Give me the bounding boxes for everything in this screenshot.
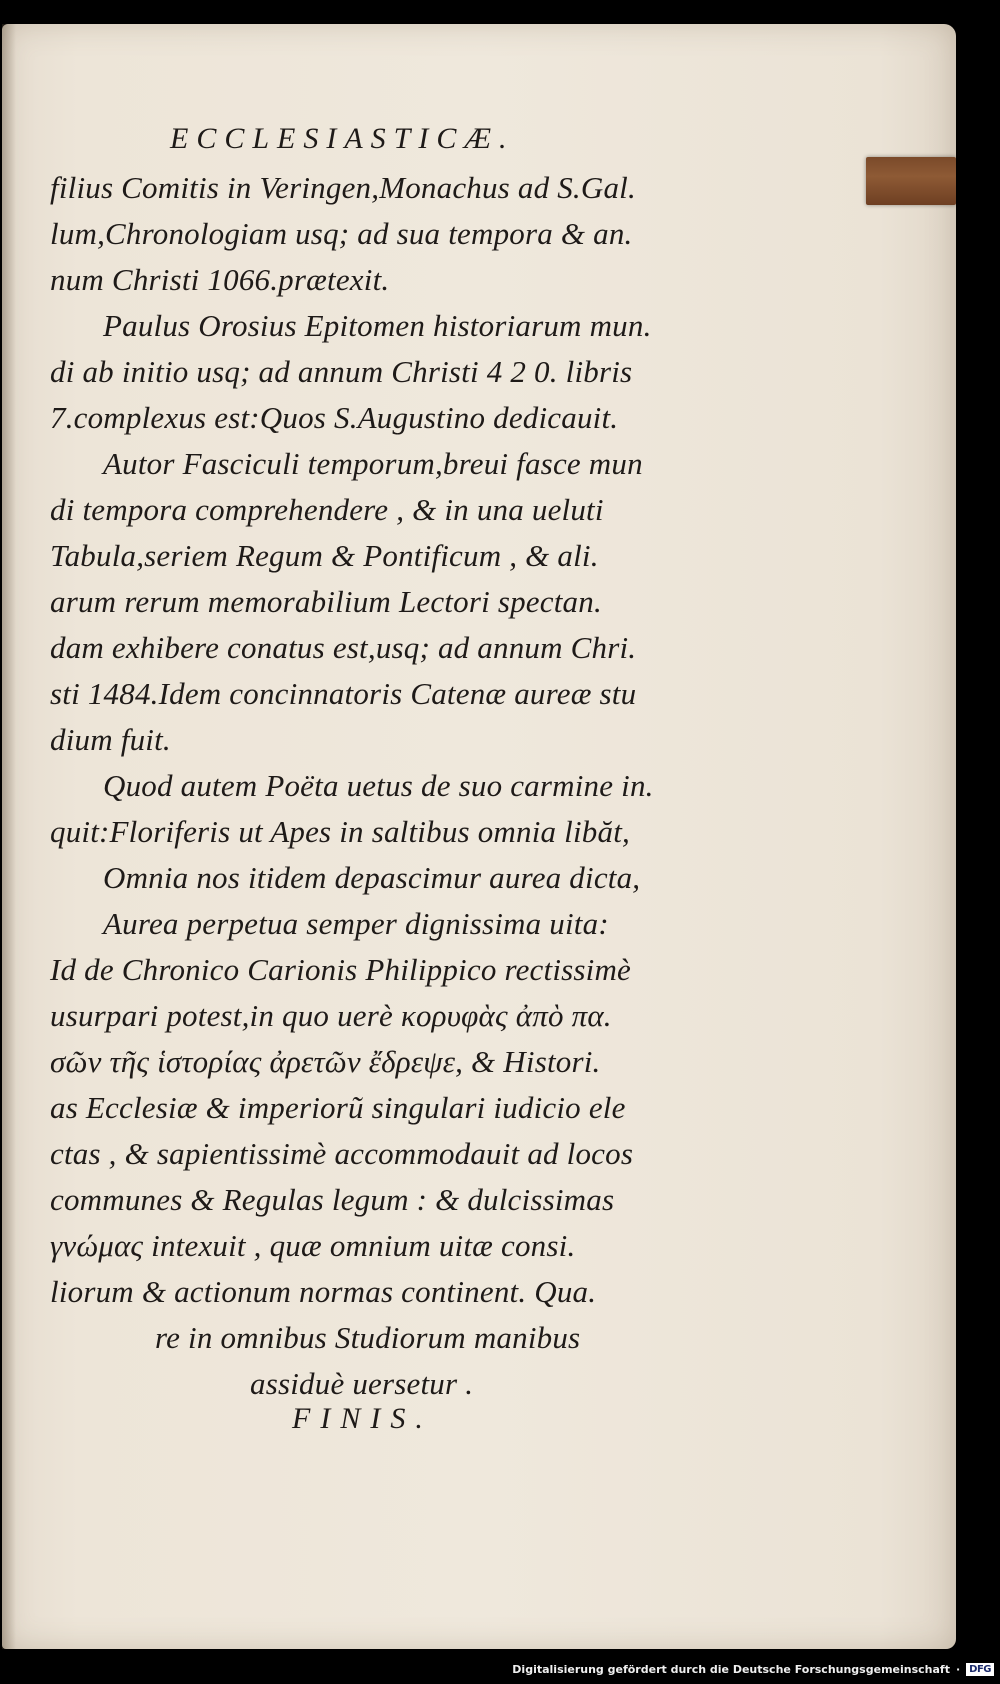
text-line: filius Comitis in Veringen,Monachus ad S.Gal. bbox=[50, 170, 636, 205]
text-line: Tabula,seriem Regum & Pontificum , & ali. bbox=[50, 538, 599, 573]
finis-colophon: FINIS. bbox=[292, 1402, 433, 1435]
text-line: assiduè uersetur . bbox=[250, 1366, 474, 1401]
text-line: arum rerum memorabilium Lectori spectan. bbox=[50, 584, 602, 619]
text-line: quit:Floriferis ut Apes in saltibus omnia libăt, bbox=[50, 814, 630, 849]
text-line: ctas , & sapientissimè accommodauit ad locos bbox=[50, 1136, 634, 1171]
text-line: σῶν τῆς ἱστορίας ἀρετῶν ἔδρεψε, & Histori. bbox=[50, 1044, 601, 1079]
text-line: Autor Fasciculi temporum,breui fasce mun bbox=[103, 446, 643, 481]
dfg-logo: DFG bbox=[966, 1663, 994, 1676]
footer-separator: · bbox=[955, 1662, 961, 1676]
verse-line: Aurea perpetua semper dignissima uita: bbox=[103, 906, 609, 941]
text-line: di ab initio usq; ad annum Christi 4 2 0. libris bbox=[50, 354, 633, 389]
verse-line: Omnia nos itidem depascimur aurea dicta, bbox=[103, 860, 641, 895]
text-line: γνώμας intexuit , quæ omnium uitæ consi. bbox=[50, 1228, 576, 1263]
text-line: re in omnibus Studiorum manibus bbox=[155, 1320, 581, 1355]
text-line: communes & Regulas legum : & dulcissimas bbox=[50, 1182, 615, 1217]
text-line: Quod autem Poëta uetus de suo carmine in. bbox=[103, 768, 654, 803]
digitization-footer bbox=[512, 1658, 994, 1680]
text-line: di tempora comprehendere , & in una ueluti bbox=[50, 492, 604, 527]
footer-credit: Digitalisierung gefördert durch die Deutsche Forschungsgemeinschaft bbox=[512, 1662, 950, 1676]
bookmark-tab bbox=[866, 157, 956, 205]
text-line: dam exhibere conatus est,usq; ad annum Chri. bbox=[50, 630, 637, 665]
text-line: dium fuit. bbox=[50, 722, 171, 757]
text-line: sti 1484.Idem concinnatoris Catenæ aureæ stu bbox=[50, 676, 637, 711]
text-line: Paulus Orosius Epitomen historiarum mun. bbox=[103, 308, 652, 343]
text-line: lum,Chronologiam usq; ad sua tempora & an. bbox=[50, 216, 633, 251]
text-line: Id de Chronico Carionis Philippico rectissimè bbox=[50, 952, 632, 987]
running-head: ECCLESIASTICÆ. bbox=[170, 122, 515, 155]
text-line: num Christi 1066.prætexit. bbox=[50, 262, 390, 297]
text-line: 7.complexus est:Quos S.Augustino dedicauit. bbox=[50, 400, 619, 435]
text-line: as Ecclesiæ & imperiorũ singulari iudicio ele bbox=[50, 1090, 626, 1125]
text-line: usurpari potest,in quo uerè κορυφὰς ἀπὸ πα. bbox=[50, 998, 612, 1033]
text-line: liorum & actionum normas continent. Qua. bbox=[50, 1274, 597, 1309]
